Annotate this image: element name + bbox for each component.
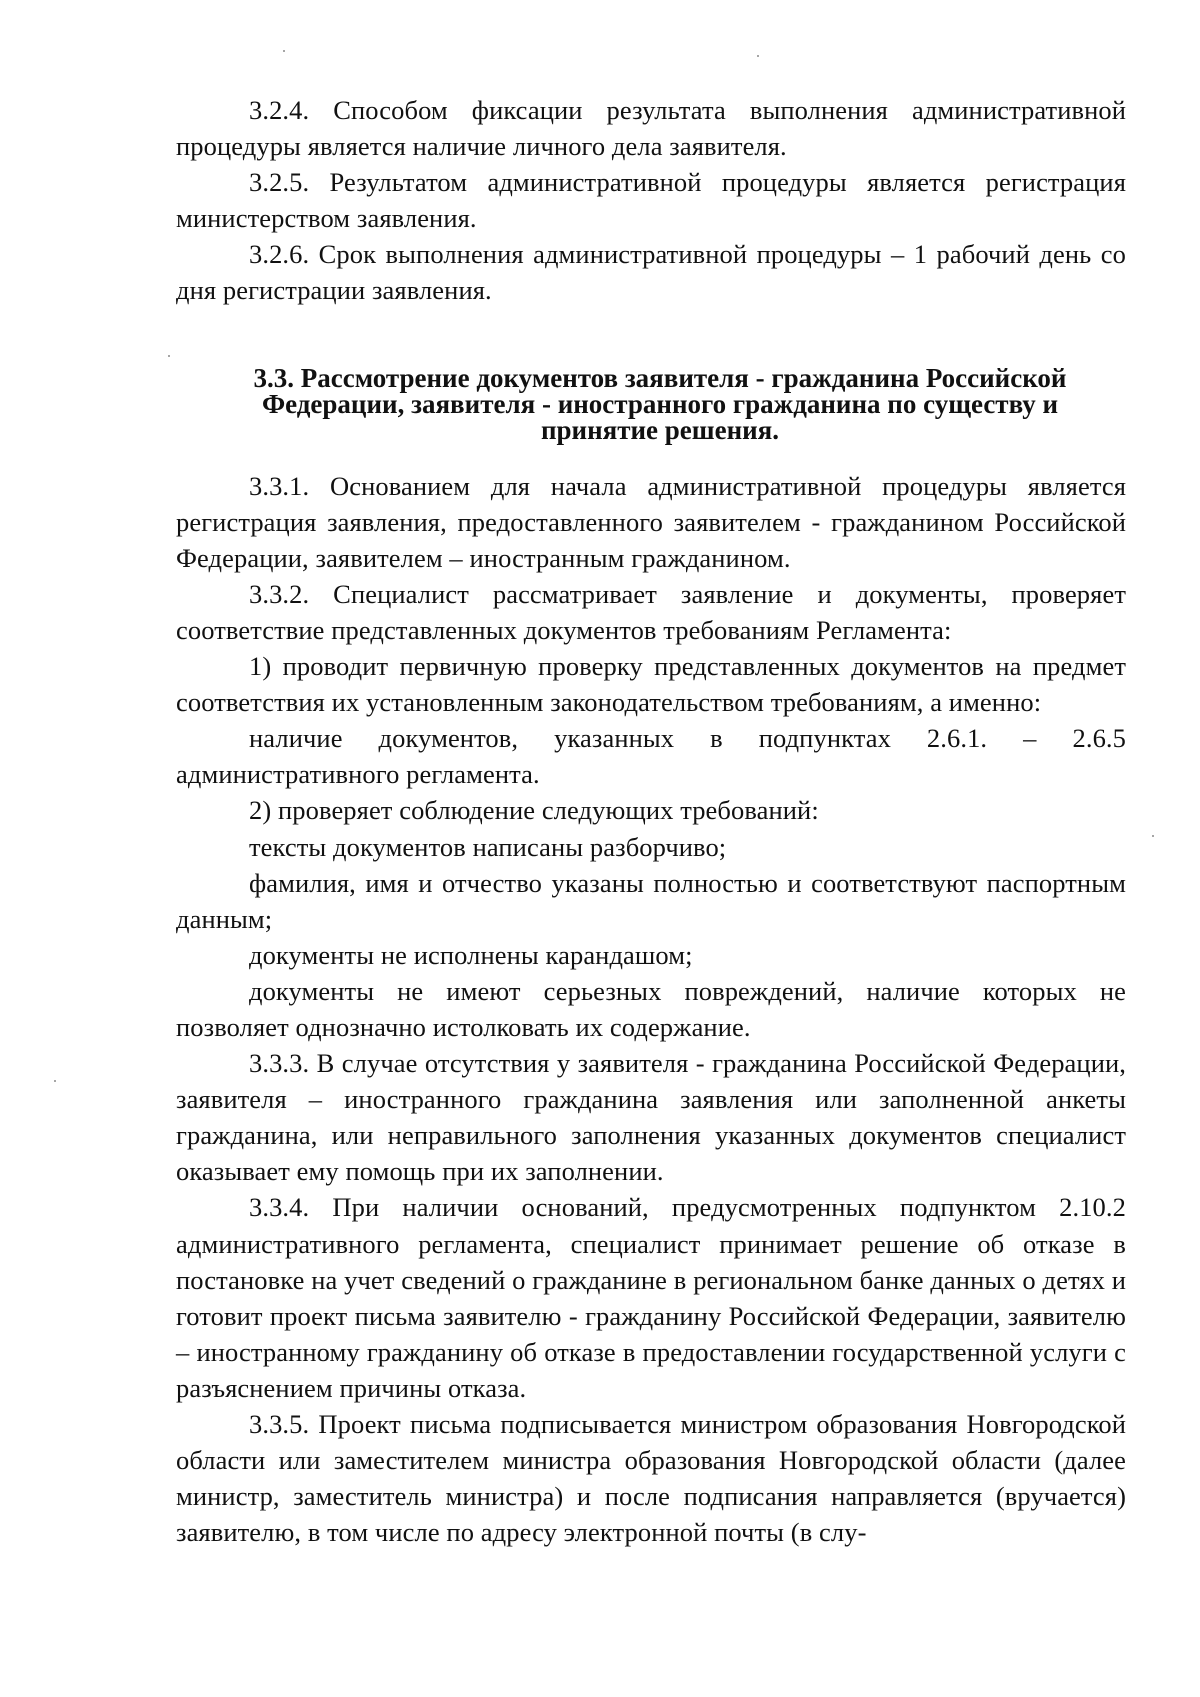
heading-line: принятие решения. xyxy=(540,414,780,445)
paragraph-3-2-6: 3.2.6. Срок выполнения административной процедуры – 1 рабочий день со дня регистрации заявления. xyxy=(176,239,1126,306)
paragraph-3-3-5: 3.3.5. Проект письма подписывается министром образования Новгородской области или заместителем министра образования Новгородской области (далее министр, заместитель министра) и после подписания направляется (вручается) заявителю, в том числе по адресу электронной почты (в слу- xyxy=(176,1409,1126,1548)
list-item-requirements-check: 2) проверяет соблюдение следующих требований: xyxy=(249,795,819,826)
paragraph-3-2-5: 3.2.5. Результатом административной процедуры является регистрация министерством заявления. xyxy=(176,167,1126,234)
heading-line: 3.3. Рассмотрение документов заявителя - гражданина Российской xyxy=(253,362,1067,393)
paragraph-3-2-4: 3.2.4. Способом фиксации результата выполнения административной процедуры является наличие личного дела заявителя. xyxy=(176,95,1126,162)
scan-speck xyxy=(168,355,170,357)
document-body xyxy=(176,92,1126,1550)
scan-speck xyxy=(283,50,285,52)
paragraph-3-3-3: 3.3.3. В случае отсутствия у заявителя - гражданина Российской Федерации, заявителя – иностранного гражданина заявления или заполненной анкеты гражданина, или неправильного заполнения указанных документов специалист оказывает ему помощь при их заполнении. xyxy=(176,1048,1126,1187)
list-item-documents-presence: наличие документов, указанных в подпунктах 2.6.1. – 2.6.5 административного регламента. xyxy=(176,723,1126,790)
scan-speck xyxy=(1152,835,1154,837)
requirement-full-name: фамилия, имя и отчество указаны полностью и соответствуют паспортным данным; xyxy=(176,867,1126,934)
paragraph-3-3-1: 3.3.1. Основанием для начала административной процедуры является регистрация заявления, предоставленного заявителем - гражданином Российской Федерации, заявителем – иностранным гражданином. xyxy=(176,470,1126,573)
paragraph-3-3-2: 3.3.2. Специалист рассматривает заявление и документы, проверяет соответствие представленных документов требованиям Регламента: xyxy=(176,578,1126,645)
section-heading-3-3 xyxy=(176,362,1126,445)
requirement-no-pencil: документы не исполнены карандашом; xyxy=(249,939,693,970)
paragraph-3-3-4: 3.3.4. При наличии оснований, предусмотренных подпунктом 2.10.2 административного регламента, специалист принимает решение об отказе в постановке на учет сведений о гражданине в региональном банке данных о детях и готовит проект письма заявителю - гражданину Российской Федерации, заявителю – иностранному гражданину об отказе в предоставлении государственной услуги с разъяснением причины отказа. xyxy=(176,1192,1126,1403)
heading-line: Федерации, заявителя - иностранного гражданина по существу и xyxy=(261,388,1059,419)
list-item-primary-check: 1) проводит первичную проверку представленных документов на предмет соответствия их установленным законодательством требованиям, а именно: xyxy=(176,651,1126,718)
requirement-no-damage: документы не имеют серьезных повреждений, наличие которых не позволяет однозначно истолковать их содержание. xyxy=(176,975,1126,1042)
scan-speck xyxy=(757,55,759,57)
requirement-legible: тексты документов написаны разборчиво; xyxy=(249,831,727,862)
scan-speck xyxy=(54,1080,56,1082)
